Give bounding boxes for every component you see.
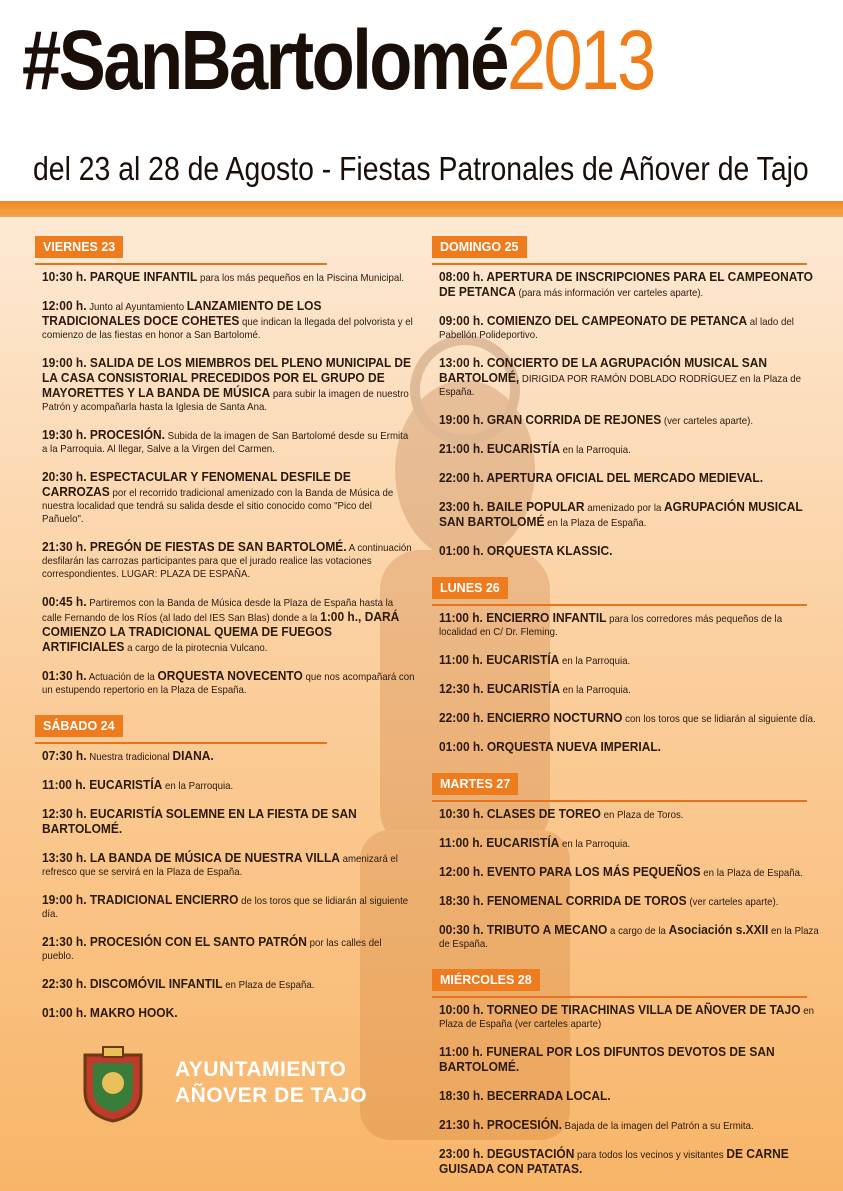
- event-detail: en la Plaza de España.: [439, 925, 819, 950]
- event-highlight: 23:00 h. DEGUSTACIÓN: [439, 1146, 575, 1161]
- event-item: [439, 314, 822, 342]
- event-highlight: AGRUPACIÓN MUSICAL SAN BARTOLOMÉ: [439, 499, 803, 529]
- event-item: [42, 935, 415, 963]
- event-highlight: 23:00 h. BAILE POPULAR: [439, 499, 585, 514]
- event-highlight: 22:00 h. ENCIERRO NOCTURNO: [439, 710, 623, 725]
- event-detail: A continuación desfilarán las carrozas participantes para que el jurado realice las votaciones correspondientes. LUGAR: PLAZA DE ESPAÑA.: [42, 542, 412, 580]
- event-highlight: 22:30 h. DISCOMÓVIL INFANTIL: [42, 976, 223, 991]
- event-detail: en la Parroquia.: [559, 838, 631, 850]
- day-rule: [35, 742, 327, 744]
- footer-logo: [73, 1045, 393, 1125]
- day-header: [432, 573, 817, 603]
- event-highlight: 22:00 h. APERTURA OFICIAL DEL MERCADO MEDIEVAL.: [439, 470, 764, 485]
- event-highlight: 19:00 h. GRAN CORRIDA DE REJONES: [439, 412, 662, 427]
- event-detail: a cargo de la pirotecnia Vulcano.: [124, 642, 268, 654]
- event-item: [439, 611, 822, 639]
- event-highlight: 21:30 h. PREGÓN DE FIESTAS DE SAN BARTOLOMÉ.: [42, 539, 347, 554]
- event-detail: al lado del Pabellón Polideportivo.: [439, 316, 794, 341]
- day-rule: [432, 800, 807, 802]
- event-detail: para los más pequeños en la Piscina Municipal.: [197, 272, 405, 284]
- event-detail: en Plaza de Toros.: [600, 809, 684, 821]
- event-item: [439, 1089, 822, 1104]
- event-item: [439, 923, 822, 951]
- event-highlight: ORQUESTA NOVECENTO: [157, 668, 303, 683]
- event-highlight: 21:30 h. PROCESIÓN.: [439, 1117, 562, 1132]
- event-highlight: 11:00 h. EUCARISTÍA: [439, 835, 560, 850]
- event-detail: (ver carteles aparte).: [686, 896, 779, 908]
- event-item: [439, 1118, 822, 1133]
- town-hall-line1: AYUNTAMIENTO: [175, 1058, 347, 1081]
- event-item: [439, 471, 822, 486]
- event-detail: Actuación de la: [86, 671, 158, 683]
- event-item: [42, 595, 415, 655]
- event-highlight: 00:45 h.: [42, 594, 87, 609]
- event-detail: amenizará el refresco que se servirá en la Plaza de España.: [42, 853, 398, 878]
- day-rule: [35, 263, 327, 265]
- event-highlight: 09:00 h. COMIENZO DEL CAMPEONATO DE PETANCA: [439, 313, 748, 328]
- event-item: [439, 682, 822, 697]
- event-item: [439, 1147, 822, 1177]
- event-detail: en Plaza de España (ver carteles aparte): [439, 1005, 814, 1030]
- event-item: [42, 851, 415, 879]
- coat-of-arms-icon: [73, 1045, 153, 1123]
- event-highlight: 08:00 h. APERTURA DE INSCRIPCIONES PARA EL CAMPEONATO DE PETANCA: [439, 269, 813, 299]
- event-item: [439, 894, 822, 909]
- event-detail: Partiremos con la Banda de Música desde la Plaza de España hasta la calle Fernando de los Ríos (al lado del IES San Blas) donde a la: [42, 597, 394, 624]
- event-detail: amenizado por la: [584, 502, 665, 514]
- event-highlight: 12:30 h. EUCARISTÍA: [439, 681, 560, 696]
- event-detail: por el recorrido tradicional amenizado con la Banda de Música de nuestra localidad que tendrá su salida desde el sitio conocido como "Pico del Pañuelo".: [42, 487, 394, 525]
- event-item: [42, 807, 415, 837]
- event-item: [439, 836, 822, 851]
- event-detail: en la Plaza de España.: [544, 517, 647, 529]
- day-header: [35, 232, 410, 262]
- event-detail: de los toros que se lidiarán al siguiente día.: [42, 895, 409, 920]
- event-highlight: LANZAMIENTO DE LOS TRADICIONALES DOCE COHETES: [42, 298, 322, 328]
- event-item: [42, 1006, 415, 1021]
- event-highlight: DIANA.: [172, 748, 214, 763]
- event-item: [439, 1045, 822, 1075]
- event-item: [439, 544, 822, 559]
- event-highlight: 12:00 h. EVENTO PARA LOS MÁS PEQUEÑOS: [439, 864, 701, 879]
- day-header: [432, 965, 817, 995]
- event-highlight: 07:30 h.: [42, 748, 87, 763]
- event-item: [439, 413, 822, 428]
- event-item: [42, 977, 415, 992]
- event-item: [439, 500, 822, 530]
- event-detail: en la Parroquia.: [559, 655, 631, 667]
- day-label: LUNES 26: [432, 577, 508, 599]
- event-item: [42, 356, 415, 414]
- event-item: [42, 778, 415, 793]
- day-header: [432, 232, 817, 262]
- header-divider: [0, 201, 843, 217]
- event-highlight: 19:00 h. TRADICIONAL ENCIERRO: [42, 892, 239, 907]
- event-detail: Junto al Ayuntamiento: [86, 301, 187, 313]
- event-item: [439, 865, 822, 880]
- event-highlight: 10:30 h. CLASES DE TOREO: [439, 806, 601, 821]
- event-highlight: 01:30 h.: [42, 668, 87, 683]
- event-item: [42, 299, 415, 342]
- event-highlight: 10:00 h. TORNEO DE TIRACHINAS VILLA DE AÑOVER DE TAJO: [439, 1002, 801, 1017]
- event-detail: en la Plaza de España.: [700, 867, 803, 879]
- event-highlight: 00:30 h. TRIBUTO A MECANO: [439, 922, 608, 937]
- day-rule: [432, 604, 807, 606]
- event-item: [42, 749, 415, 764]
- event-highlight: 13:00 h. CONCIERTO DE LA AGRUPACIÓN MUSICAL SAN BARTOLOMÉ,: [439, 355, 768, 385]
- event-item: [42, 893, 415, 921]
- left-column: [35, 232, 415, 1035]
- event-item: [42, 669, 415, 697]
- event-highlight: 11:00 h. EUCARISTÍA: [42, 777, 163, 792]
- event-detail: en la Parroquia.: [162, 780, 234, 792]
- event-detail: Bajada de la imagen del Patrón a su Ermita.: [561, 1120, 754, 1132]
- event-highlight: 11:00 h. ENCIERRO INFANTIL: [439, 610, 607, 625]
- event-highlight: 19:00 h. SALIDA DE LOS MIEMBROS DEL PLENO MUNICIPAL DE LA CASA CONSISTORIAL PRECEDIDOS POR EL GRUPO DE MAYORETTES Y LA BANDA DE MÚSICA: [42, 355, 412, 400]
- event-detail: que nos acompañará con un estupendo repertorio en la Plaza de España.: [42, 671, 415, 696]
- day-label: SÁBADO 24: [35, 715, 123, 737]
- event-item: [439, 740, 822, 755]
- event-highlight: 12:30 h. EUCARISTÍA SOLEMNE EN LA FIESTA DE SAN BARTOLOMÉ.: [42, 806, 357, 836]
- event-item: [42, 470, 415, 526]
- event-highlight: 13:30 h. LA BANDA DE MÚSICA DE NUESTRA VILLA: [42, 850, 340, 865]
- event-highlight: 11:00 h. EUCARISTÍA: [439, 652, 560, 667]
- event-highlight: Asociación s.XXII: [668, 922, 769, 937]
- event-item: [439, 442, 822, 457]
- event-detail: DIRIGIDA POR RAMÓN DOBLADO RODRÍGUEZ en la Plaza de España.: [439, 373, 802, 398]
- town-hall-line2: AÑOVER DE TAJO: [175, 1084, 368, 1107]
- event-detail: en Plaza de España.: [222, 979, 315, 991]
- event-highlight: 1:00 h., DARÁ COMIENZO LA TRADICIONAL QUEMA DE FUEGOS ARTIFICIALES: [42, 609, 400, 654]
- event-highlight: 12:00 h.: [42, 298, 87, 313]
- event-item: [42, 428, 415, 456]
- day-header: [432, 769, 817, 799]
- day-label: DOMINGO 25: [432, 236, 527, 258]
- right-column: [432, 232, 817, 1191]
- day-label: VIERNES 23: [35, 236, 123, 258]
- day-label: MIÉRCOLES 28: [432, 969, 540, 991]
- event-detail: (para más información ver carteles aparte).: [515, 287, 704, 299]
- event-highlight: DE CARNE GUISADA CON PATATAS.: [439, 1146, 789, 1176]
- event-highlight: 11:00 h. FUNERAL POR LOS DIFUNTOS DEVOTOS DE SAN BARTOLOMÉ.: [439, 1044, 775, 1074]
- event-highlight: 01:00 h. MAKRO HOOK.: [42, 1005, 178, 1020]
- poster-title: [22, 13, 654, 107]
- event-highlight: 01:00 h. ORQUESTA KLASSIC.: [439, 543, 613, 558]
- event-item: [439, 356, 822, 399]
- event-detail: para subir la imagen de nuestro Patrón y acompañarla hasta la Iglesia de Santa Ana.: [42, 388, 409, 413]
- event-highlight: 10:30 h. PARQUE INFANTIL: [42, 269, 198, 284]
- event-item: [439, 711, 822, 726]
- title-year: 2013: [506, 13, 654, 107]
- event-detail: en la Parroquia.: [559, 684, 631, 696]
- event-highlight: 18:30 h. BECERRADA LOCAL.: [439, 1088, 611, 1103]
- event-item: [42, 270, 415, 285]
- event-item: [42, 540, 415, 581]
- title-main: #SanBartolomé: [22, 13, 507, 107]
- event-detail: por las calles del pueblo.: [42, 937, 382, 962]
- event-highlight: 21:30 h. PROCESIÓN CON EL SANTO PATRÓN: [42, 934, 307, 949]
- event-highlight: 20:30 h. ESPECTACULAR Y FENOMENAL DESFILE DE CARROZAS: [42, 469, 351, 499]
- day-label: MARTES 27: [432, 773, 518, 795]
- event-item: [439, 807, 822, 822]
- event-detail: (ver carteles aparte).: [661, 415, 754, 427]
- day-header: [35, 711, 410, 741]
- event-item: [439, 270, 822, 300]
- event-detail: Subida de la imagen de San Bartolomé desde su Ermita a la Parroquia. Al llegar, Salve a la Virgen del Carmen.: [42, 430, 409, 455]
- event-detail: para los corredores más pequeños de la localidad en C/ Dr. Fleming.: [439, 613, 783, 638]
- event-detail: Nuestra tradicional: [86, 751, 173, 763]
- event-highlight: 01:00 h. ORQUESTA NUEVA IMPERIAL.: [439, 739, 661, 754]
- event-item: [439, 653, 822, 668]
- event-detail: en la Parroquia.: [559, 444, 631, 456]
- event-item: [439, 1003, 822, 1031]
- poster-subtitle: del 23 al 28 de Agosto - Fiestas Patronales de Añover de Tajo: [33, 150, 809, 187]
- event-detail: con los toros que se lidiarán al siguiente día.: [622, 713, 816, 725]
- event-detail: que indican la llegada del polvorista y el comienzo de las fiestas en honor a San Bartolomé.: [42, 316, 413, 341]
- event-detail: a cargo de la: [607, 925, 669, 937]
- poster-header: [0, 0, 843, 205]
- event-highlight: 21:00 h. EUCARISTÍA: [439, 441, 560, 456]
- day-rule: [432, 996, 807, 998]
- town-hall-name: [175, 1057, 367, 1109]
- event-highlight: 19:30 h. PROCESIÓN.: [42, 427, 165, 442]
- event-detail: para todos los vecinos y visitantes: [574, 1149, 727, 1161]
- event-highlight: 18:30 h. FENOMENAL CORRIDA DE TOROS: [439, 893, 687, 908]
- day-rule: [432, 263, 807, 265]
